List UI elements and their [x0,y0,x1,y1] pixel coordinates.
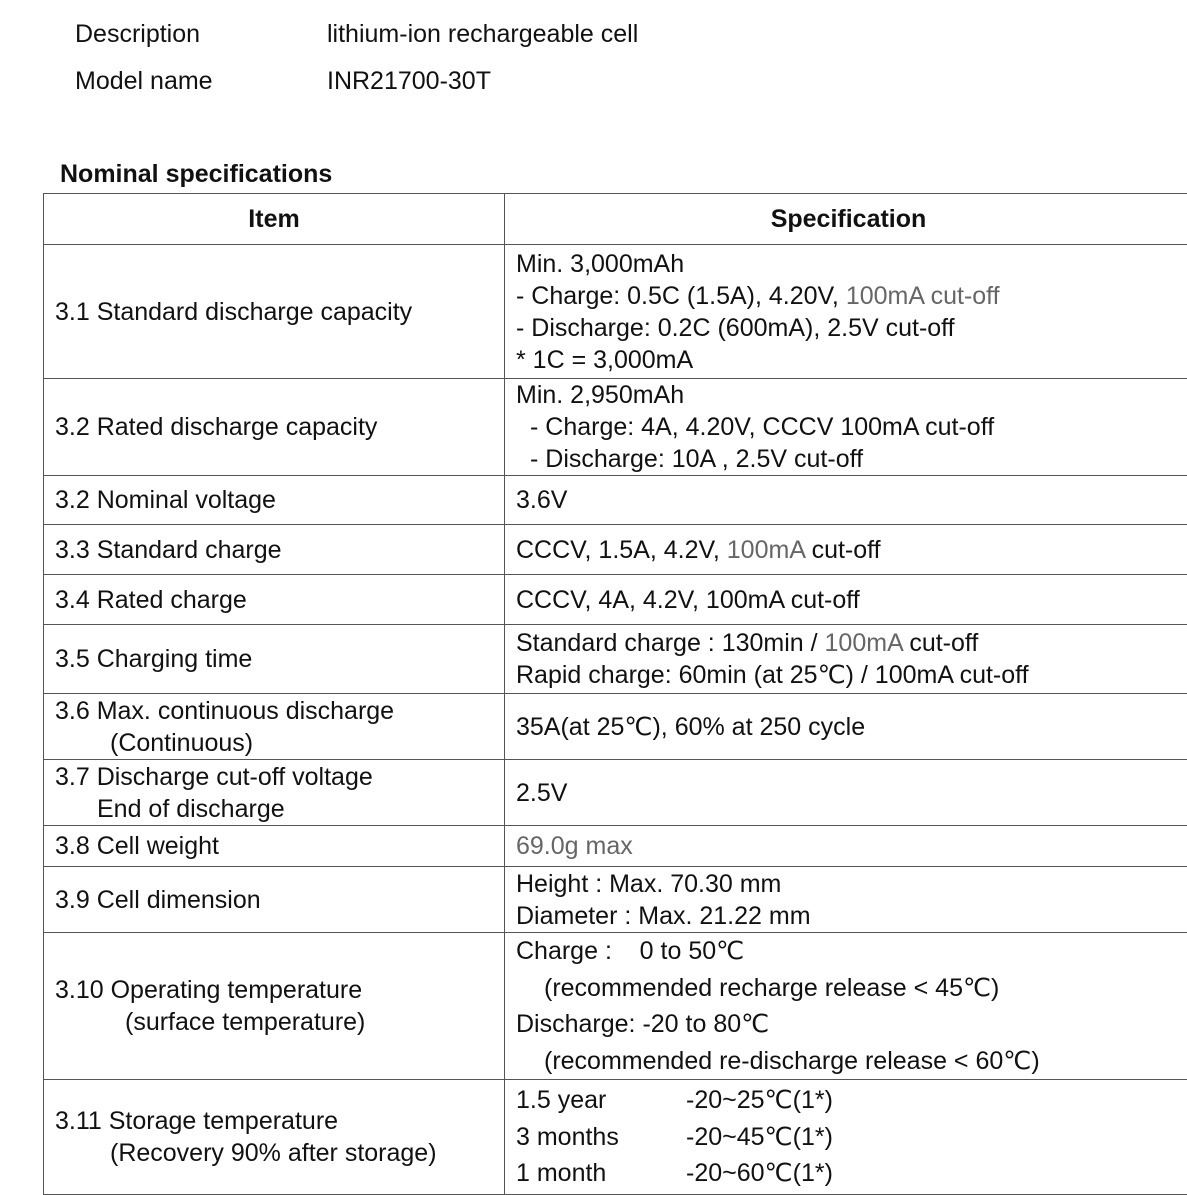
spec-text: cut-off [805,536,881,564]
table-row [44,867,1187,933]
storage-range: -20~25℃(1*) [686,1086,833,1114]
spec-line: Height : Max. 70.30 mm [516,868,1187,900]
spec-line [516,280,1187,312]
spec-line: Min. 2,950mAh [516,379,1187,411]
spec-line [505,525,1187,575]
model-name-row [75,67,213,96]
spec-line [516,627,1187,659]
table-row [44,694,1187,760]
storage-duration: 3 months [516,1119,686,1156]
table-header [44,194,1187,245]
spec-line: Discharge: -20 to 80℃ [516,1006,1187,1043]
table-row [44,379,1187,476]
item-label: 3.5 Charging time [44,625,505,694]
storage-line [516,1155,1187,1192]
spec-text: Standard charge : 130min / [516,629,825,657]
item-label: 3.2 Rated discharge capacity [55,411,504,443]
description-label: Description [75,20,200,48]
section-title: Nominal specifications [60,160,332,189]
spec-text: cut-off [902,629,978,657]
spec-line: CCCV, 4A, 4.2V, 100mA cut-off [505,575,1187,625]
spec-text-gray: 100mA [727,536,805,564]
spec-line: Rapid charge: 60min (at 25℃) / 100mA cut-off [516,659,1187,691]
storage-line [516,1119,1187,1156]
description-row [75,20,200,49]
header-specification: Specification [505,194,1187,245]
spec-line: - Charge: 4A, 4.20V, CCCV 100mA cut-off [516,411,1187,443]
table-row [44,933,1187,1080]
spec-line: (recommended recharge release < 45℃) [516,970,1187,1007]
table-row [44,476,1187,525]
spec-line: - Discharge: 0.2C (600mA), 2.5V cut-off [516,312,1187,344]
item-label: 3.6 Max. continuous discharge [55,695,504,727]
spec-text: CCCV, 1.5A, 4.2V, [516,536,727,564]
spec-text-gray: 100mA cut-off [846,282,1000,310]
item-label: 3.10 Operating temperature [55,974,504,1006]
item-sublabel: End of discharge [55,793,504,825]
table-row [44,760,1187,826]
item-label: 3.7 Discharge cut-off voltage [55,761,504,793]
item-label: 3.3 Standard charge [44,525,505,575]
storage-range: -20~45℃(1*) [686,1123,833,1151]
storage-duration: 1.5 year [516,1082,686,1119]
spec-text: - Charge: 0.5C (1.5A), 4.20V, [516,282,846,310]
item-sublabel: (surface temperature) [55,1006,504,1038]
item-label: 3.11 Storage temperature [55,1105,504,1137]
item-label: 3.9 Cell dimension [44,867,505,933]
description-value: lithium-ion rechargeable cell [327,20,638,49]
item-label: 3.1 Standard discharge capacity [55,296,504,328]
spec-line: (recommended re-discharge release < 60℃) [516,1043,1187,1080]
spec-line: Charge : 0 to 50℃ [516,933,1187,970]
spec-line: * 1C = 3,000mA [516,344,1187,376]
model-name-value: INR21700-30T [327,67,491,96]
table-row [44,826,1187,867]
item-sublabel: (Continuous) [55,727,504,759]
table-row [44,245,1187,379]
storage-duration: 1 month [516,1155,686,1192]
item-sublabel: (Recovery 90% after storage) [55,1137,504,1169]
table-row [44,575,1187,625]
item-label: 3.4 Rated charge [44,575,505,625]
spec-line: 35A(at 25℃), 60% at 250 cycle [505,694,1187,760]
spec-line: - Discharge: 10A , 2.5V cut-off [516,443,1187,475]
spec-line: 69.0g max [505,826,1187,867]
spec-table [43,193,1187,1195]
item-label: 3.2 Nominal voltage [44,476,505,525]
item-label: 3.8 Cell weight [44,826,505,867]
table-row [44,525,1187,575]
spec-text-gray: 100mA [825,629,903,657]
storage-line [516,1082,1187,1119]
spec-line: 2.5V [505,760,1187,826]
model-name-label: Model name [75,67,213,95]
table-row [44,625,1187,694]
spec-line: Diameter : Max. 21.22 mm [516,900,1187,932]
header-item: Item [44,194,505,245]
spec-line: Min. 3,000mAh [516,248,1187,280]
spec-line: 3.6V [505,476,1187,525]
storage-range: -20~60℃(1*) [686,1159,833,1187]
table-row [44,1080,1187,1195]
